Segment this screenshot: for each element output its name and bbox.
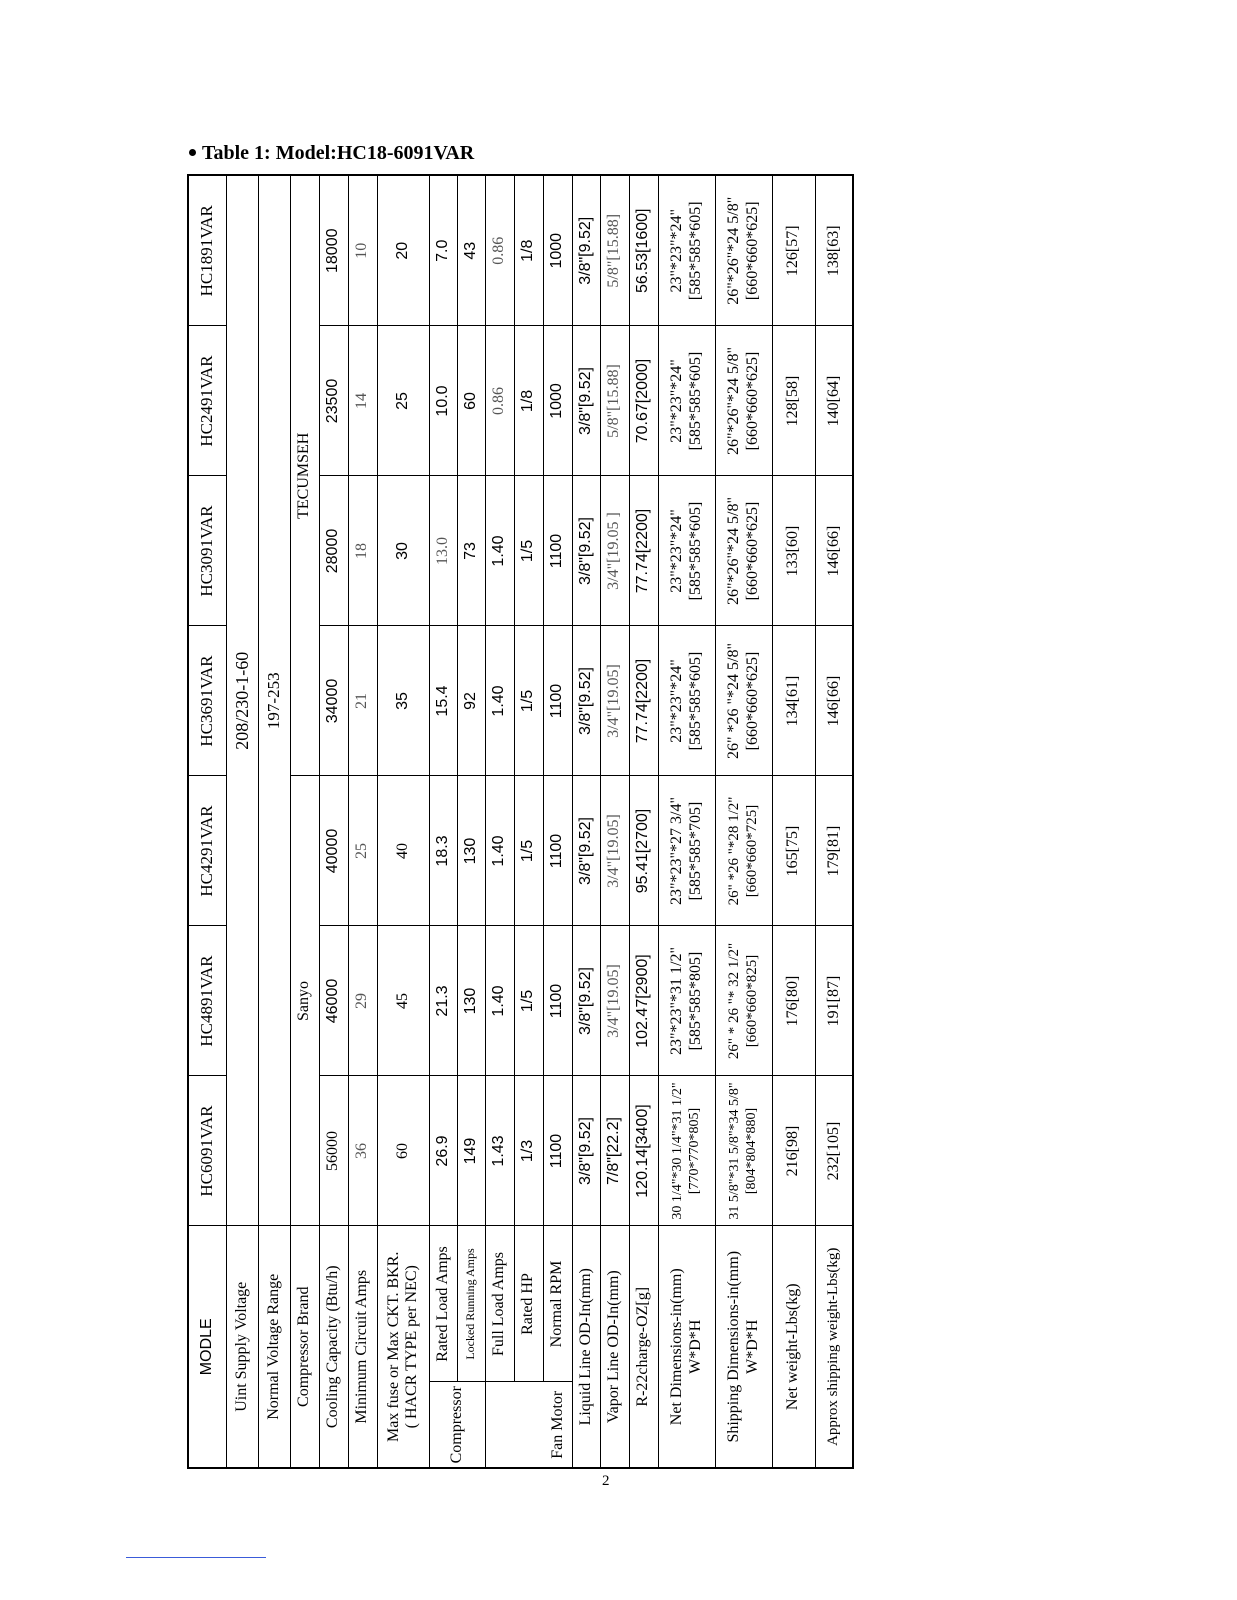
value-net-dim-1-line2: [585*585*605] xyxy=(686,501,704,601)
value-net-dim-1 xyxy=(658,1076,715,1226)
label-max-fuse-line1: Max fuse or Max CKT. BKR. xyxy=(384,1251,402,1442)
label-liquid-line: Liquid Line OD-In(mm) xyxy=(572,1226,600,1468)
label-net-dimensions-line2: W*D*H xyxy=(686,1319,704,1374)
value-net-dim-1-line1: 23"*23"*31 1/2" xyxy=(668,946,686,1056)
value-ship-dim-1-line2: [660*660*625] xyxy=(743,651,761,751)
value-locked-running-amps: 92 xyxy=(457,626,485,776)
value-r22-charge: 77.74[2200] xyxy=(629,476,658,626)
value-normal-rpm: 1000 xyxy=(543,326,572,476)
value-cooling-capacity: 46000 xyxy=(319,926,348,1076)
row-rated-hp xyxy=(514,175,543,1468)
value-locked-running-amps: 73 xyxy=(457,476,485,626)
value-min-circuit-amps: 18 xyxy=(348,476,377,626)
value-vapor-line: 3/4"[19.05] xyxy=(600,776,629,926)
value-ship-dim-1-line1: 31 5/8"*31 5/8"*34 5/8" xyxy=(727,1082,743,1220)
value-ship-dim-1 xyxy=(715,776,772,926)
value-r22-charge: 77.74[2200] xyxy=(629,626,658,776)
value-full-load-amps: 0.86 xyxy=(485,175,514,326)
value-brand-sanyo: Sanyo xyxy=(290,776,319,1226)
value-ship-weight: 146[66] xyxy=(815,476,853,626)
value-ship-weight: 191[87] xyxy=(815,926,853,1076)
value-min-circuit-amps: 10 xyxy=(348,175,377,326)
value-net-dim-1-line2: [585*585*605] xyxy=(686,201,704,301)
value-net-dim-1 xyxy=(658,626,715,776)
value-full-load-amps: 1.40 xyxy=(485,776,514,926)
value-net-dim-1 xyxy=(658,326,715,476)
value-net-weight: 128[58] xyxy=(772,326,815,476)
value-liquid-line: 3/8"[9.52] xyxy=(572,476,600,626)
value-net-dim-1-line1: 23"*23"*24" xyxy=(668,509,686,593)
page-number: 2 xyxy=(602,1473,610,1489)
value-net-dim-1-line2: [585*585*705] xyxy=(686,801,704,901)
label-net-dimensions-line1: Net Dimensions-in(mm) xyxy=(668,1268,686,1426)
value-net-dim-1-line2: [585*585*605] xyxy=(686,651,704,751)
value-supply-voltage: 208/230-1-60 xyxy=(226,175,258,1226)
label-supply-voltage: Uint Supply Voltage xyxy=(226,1226,258,1468)
header-model: HC4891VAR xyxy=(188,926,226,1076)
value-vapor-line: 5/8"[15.88] xyxy=(600,326,629,476)
spec-table xyxy=(187,174,854,1469)
value-rated-hp: 1/5 xyxy=(514,776,543,926)
label-rated-hp: Rated HP xyxy=(514,1226,543,1382)
label-voltage-range: Normal Voltage Range xyxy=(258,1226,290,1468)
value-min-circuit-amps: 36 xyxy=(348,1076,377,1226)
value-full-load-amps: 0.86 xyxy=(485,326,514,476)
value-rated-load-amps: 7.0 xyxy=(429,175,457,326)
row-ship-weight xyxy=(815,175,853,1468)
value-rated-hp: 1/3 xyxy=(514,1076,543,1226)
value-ship-weight: 140[64] xyxy=(815,326,853,476)
value-vapor-line: 7/8"[22.2] xyxy=(600,1076,629,1226)
label-r22-charge: R-22charge-OZ[g] xyxy=(629,1226,658,1468)
value-ship-dim-1 xyxy=(715,1076,772,1226)
value-min-circuit-amps: 14 xyxy=(348,326,377,476)
value-rated-hp: 1/5 xyxy=(514,926,543,1076)
label-compressor-brand: Compressor Brand xyxy=(290,1226,319,1468)
header-model: HC2491VAR xyxy=(188,326,226,476)
label-max-fuse-line2: ( HACR TYPE per NEC) xyxy=(403,1265,420,1429)
value-ship-dim-1-line2: [660*660*825] xyxy=(743,954,760,1048)
row-r22-charge xyxy=(629,175,658,1468)
value-max-fuse: 40 xyxy=(377,776,429,926)
label-full-load-amps: Full Load Amps xyxy=(485,1226,514,1382)
value-net-dim-1-line1: 23"*23"*24" xyxy=(668,659,686,743)
value-r22-charge: 56.53[1600] xyxy=(629,175,658,326)
value-cooling-capacity: 34000 xyxy=(319,626,348,776)
value-normal-rpm: 1100 xyxy=(543,1076,572,1226)
value-net-dim-1-line2: [585*585*805] xyxy=(686,951,704,1051)
row-shipping-dimensions xyxy=(715,175,772,1468)
value-locked-running-amps: 60 xyxy=(457,326,485,476)
value-full-load-amps: 1.43 xyxy=(485,1076,514,1226)
row-cooling-capacity xyxy=(319,175,348,1468)
value-liquid-line: 3/8"[9.52] xyxy=(572,1076,600,1226)
label-normal-rpm: Normal RPM xyxy=(543,1226,572,1382)
spec-table-rotated xyxy=(187,176,854,1469)
value-net-weight: 126[57] xyxy=(772,175,815,326)
header-model: HC4291VAR xyxy=(188,776,226,926)
value-net-weight: 165[75] xyxy=(772,776,815,926)
value-net-dim-1 xyxy=(658,776,715,926)
label-min-circuit-amps: Minimum Circuit Amps xyxy=(348,1226,377,1468)
value-rated-load-amps: 26.9 xyxy=(429,1076,457,1226)
value-ship-dim-1 xyxy=(715,476,772,626)
value-ship-dim-1 xyxy=(715,626,772,776)
value-liquid-line: 3/8"[9.52] xyxy=(572,626,600,776)
value-liquid-line: 3/8"[9.52] xyxy=(572,175,600,326)
value-normal-rpm: 1100 xyxy=(543,476,572,626)
value-ship-dim-1-line1: 26" * 26 "* 32 1/2" xyxy=(726,942,743,1060)
value-net-weight: 176[80] xyxy=(772,926,815,1076)
value-brand-tecumseh: TECUMSEH xyxy=(290,175,319,776)
value-ship-dim-1-line2: [660*660*625] xyxy=(743,201,761,301)
value-ship-dim-1-line1: 26"*26"*24 5/8" xyxy=(725,346,743,456)
header-model: HC3691VAR xyxy=(188,626,226,776)
value-locked-running-amps: 130 xyxy=(457,926,485,1076)
row-net-dimensions xyxy=(658,175,715,1468)
value-cooling-capacity: 23500 xyxy=(319,326,348,476)
row-full-load-amps xyxy=(485,175,514,1468)
label-max-fuse xyxy=(377,1226,429,1468)
row-rated-load-amps xyxy=(429,175,457,1468)
row-vapor-line xyxy=(600,175,629,1468)
value-cooling-capacity: 56000 xyxy=(319,1076,348,1226)
value-cooling-capacity: 18000 xyxy=(319,175,348,326)
value-ship-weight: 232[105] xyxy=(815,1076,853,1226)
value-normal-rpm: 1100 xyxy=(543,776,572,926)
value-rated-load-amps: 15.4 xyxy=(429,626,457,776)
value-net-dim-1 xyxy=(658,926,715,1076)
value-ship-dim-1-line1: 26" *26 "*24 5/8" xyxy=(725,642,743,760)
value-normal-rpm: 1100 xyxy=(543,926,572,1076)
row-supply-voltage xyxy=(226,175,258,1468)
row-compressor-brand xyxy=(290,175,319,1468)
value-ship-dim-1-line2: [660*660*725] xyxy=(743,804,760,898)
value-locked-running-amps: 149 xyxy=(457,1076,485,1226)
label-vapor-line: Vapor Line OD-In(mm) xyxy=(600,1226,629,1468)
header-modle: MODLE xyxy=(188,1226,226,1468)
label-fan-motor: Fan Motor xyxy=(485,1382,572,1468)
value-rated-load-amps: 13.0 xyxy=(429,476,457,626)
value-cooling-capacity: 28000 xyxy=(319,476,348,626)
value-full-load-amps: 1.40 xyxy=(485,626,514,776)
value-liquid-line: 3/8"[9.52] xyxy=(572,926,600,1076)
row-net-weight xyxy=(772,175,815,1468)
value-ship-weight: 179[81] xyxy=(815,776,853,926)
value-net-dim-1 xyxy=(658,476,715,626)
value-voltage-range: 197-253 xyxy=(258,175,290,1226)
value-r22-charge: 95.41[2700] xyxy=(629,776,658,926)
row-min-circuit-amps xyxy=(348,175,377,1468)
row-locked-running-amps xyxy=(457,175,485,1468)
value-rated-hp: 1/5 xyxy=(514,626,543,776)
value-locked-running-amps: 43 xyxy=(457,175,485,326)
value-vapor-line: 3/4"[19.05 ] xyxy=(600,476,629,626)
value-min-circuit-amps: 25 xyxy=(348,776,377,926)
value-rated-hp: 1/8 xyxy=(514,175,543,326)
header-model: HC6091VAR xyxy=(188,1076,226,1226)
value-net-dim-1-line1: 23"*23"*24" xyxy=(668,359,686,443)
value-net-weight: 133[60] xyxy=(772,476,815,626)
header-model: HC3091VAR xyxy=(188,476,226,626)
value-net-dim-1-line2: [770*770*805] xyxy=(686,1107,702,1195)
value-ship-dim-1-line2: [804*804*880] xyxy=(743,1107,759,1195)
value-rated-hp: 1/8 xyxy=(514,326,543,476)
value-cooling-capacity: 40000 xyxy=(319,776,348,926)
value-max-fuse: 30 xyxy=(377,476,429,626)
value-net-weight: 216[98] xyxy=(772,1076,815,1226)
label-cooling-capacity: Cooling Capacity (Btu/h) xyxy=(319,1226,348,1468)
footer-link-line xyxy=(126,1557,266,1558)
value-r22-charge: 70.67[2000] xyxy=(629,326,658,476)
value-net-dim-1-line1: 23"*23"*27 3/4" xyxy=(668,796,686,906)
value-ship-dim-1 xyxy=(715,326,772,476)
value-rated-load-amps: 18.3 xyxy=(429,776,457,926)
label-compressor: Compressor xyxy=(429,1382,485,1468)
value-max-fuse: 25 xyxy=(377,326,429,476)
value-ship-weight: 146[66] xyxy=(815,626,853,776)
value-ship-dim-1-line2: [660*660*625] xyxy=(743,501,761,601)
value-rated-hp: 1/5 xyxy=(514,476,543,626)
label-rated-load-amps: Rated Load Amps xyxy=(429,1226,457,1382)
label-shipping-dimensions-line1: Shipping Dimensions-in(mm) xyxy=(725,1250,743,1443)
value-ship-dim-1 xyxy=(715,175,772,326)
value-rated-load-amps: 10.0 xyxy=(429,326,457,476)
value-normal-rpm: 1100 xyxy=(543,626,572,776)
value-ship-dim-1-line2: [660*660*625] xyxy=(743,351,761,451)
value-r22-charge: 120.14[3400] xyxy=(629,1076,658,1226)
value-ship-dim-1-line1: 26"*26"*24 5/8" xyxy=(725,496,743,606)
value-rated-load-amps: 21.3 xyxy=(429,926,457,1076)
value-max-fuse: 20 xyxy=(377,175,429,326)
row-liquid-line xyxy=(572,175,600,1468)
header-row xyxy=(188,175,226,1468)
bullet-icon xyxy=(189,149,196,156)
value-max-fuse: 45 xyxy=(377,926,429,1076)
row-normal-rpm xyxy=(543,175,572,1468)
value-ship-dim-1-line1: 26"*26"*24 5/8" xyxy=(725,196,743,305)
value-min-circuit-amps: 29 xyxy=(348,926,377,1076)
value-full-load-amps: 1.40 xyxy=(485,476,514,626)
value-net-dim-1 xyxy=(658,175,715,326)
value-net-dim-1-line2: [585*585*605] xyxy=(686,351,704,451)
row-max-fuse xyxy=(377,175,429,1468)
value-net-dim-1-line1: 30 1/4"*30 1/4"*31 1/2" xyxy=(670,1082,686,1220)
value-net-weight: 134[61] xyxy=(772,626,815,776)
label-shipping-dimensions xyxy=(715,1226,772,1468)
label-ship-weight: Approx shipping weight-Lbs(kg) xyxy=(815,1226,853,1468)
header-model: HC1891VAR xyxy=(188,175,226,326)
value-ship-dim-1 xyxy=(715,926,772,1076)
label-net-weight: Net weight-Lbs(kg) xyxy=(772,1226,815,1468)
value-min-circuit-amps: 21 xyxy=(348,626,377,776)
label-locked-running-amps: Locked Running Amps xyxy=(457,1226,485,1382)
value-locked-running-amps: 130 xyxy=(457,776,485,926)
value-ship-weight: 138[63] xyxy=(815,175,853,326)
label-shipping-dimensions-line2: W*D*H xyxy=(743,1319,761,1374)
value-vapor-line: 3/4"[19.05] xyxy=(600,626,629,776)
value-normal-rpm: 1000 xyxy=(543,175,572,326)
value-r22-charge: 102.47[2900] xyxy=(629,926,658,1076)
value-vapor-line: 5/8"[15.88] xyxy=(600,175,629,326)
value-net-dim-1-line1: 23"*23"*24" xyxy=(668,208,686,293)
value-vapor-line: 3/4"[19.05] xyxy=(600,926,629,1076)
value-max-fuse: 35 xyxy=(377,626,429,776)
value-liquid-line: 3/8"[9.52] xyxy=(572,326,600,476)
value-ship-dim-1-line1: 26" *26 "*28 1/2" xyxy=(726,796,743,906)
table-caption: Table 1: Model:HC18-6091VAR xyxy=(189,142,474,165)
label-net-dimensions xyxy=(658,1226,715,1468)
value-liquid-line: 3/8"[9.52] xyxy=(572,776,600,926)
value-full-load-amps: 1.40 xyxy=(485,926,514,1076)
value-max-fuse: 60 xyxy=(377,1076,429,1226)
row-voltage-range xyxy=(258,175,290,1468)
